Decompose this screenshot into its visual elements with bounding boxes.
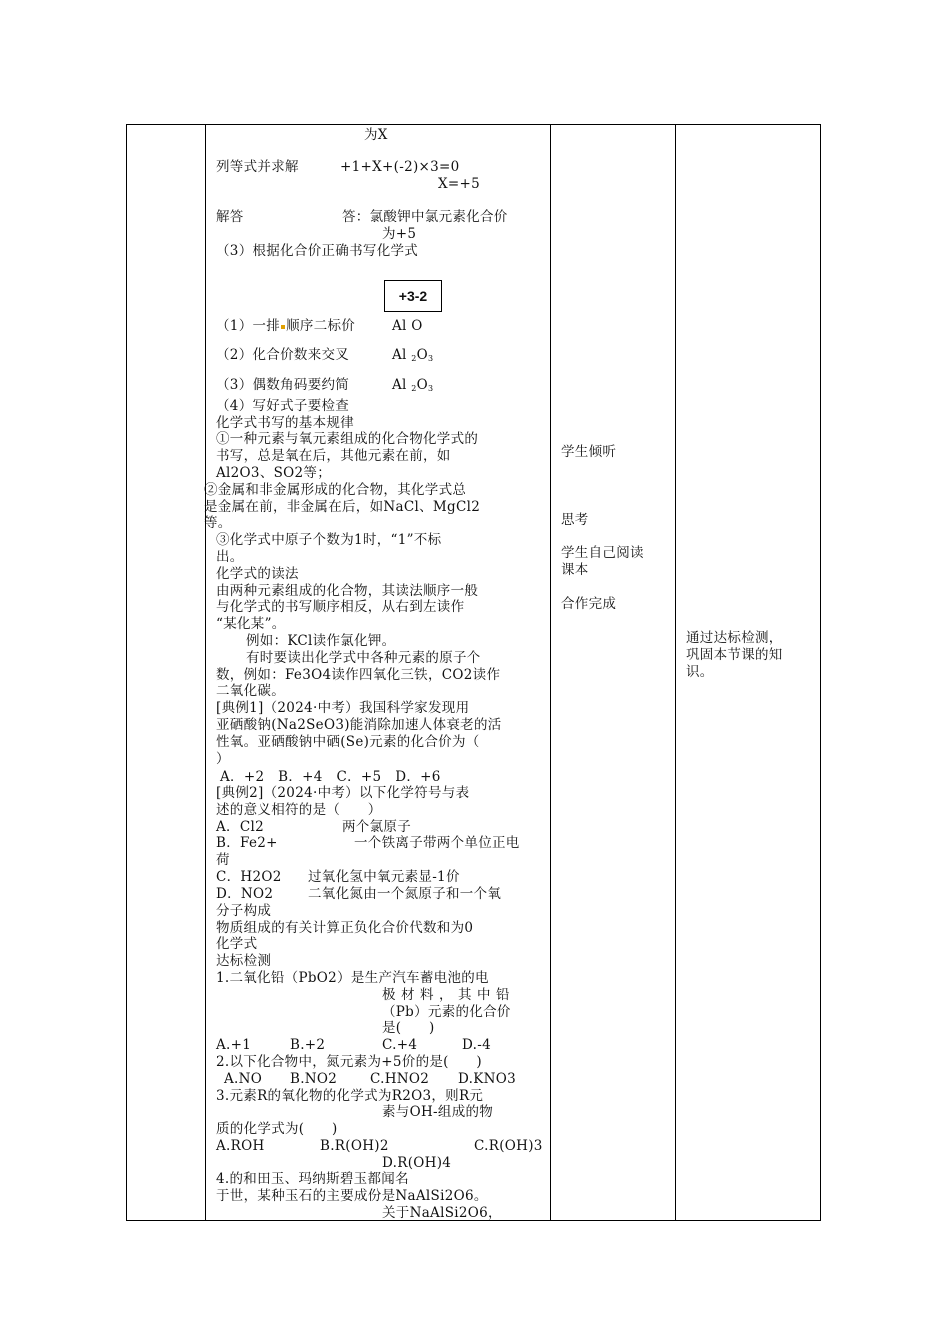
text-line: 二氧化碳。: [216, 683, 285, 699]
teaching-content-cell: [206, 125, 551, 1221]
answer-option: A.NO: [224, 1071, 263, 1087]
option-text: 两个氯原子: [342, 819, 411, 835]
example-line: ）: [216, 751, 230, 767]
question-line: 3.元素R的氧化物的化学式为R2O3，则R元: [216, 1088, 484, 1104]
example-line: 亚硒酸钠(Na2SeO3)能消除加速人体衰老的活: [216, 717, 502, 733]
answer-option: D.-4: [462, 1037, 491, 1053]
blank-column-cell: [127, 125, 206, 1221]
answer-option: C.R(OH)3: [474, 1138, 543, 1154]
example-line: 述的意义相符的是（ ）: [216, 802, 382, 818]
activity-text: 学生自己阅读: [561, 545, 644, 561]
answer-option: D.R(OH)4: [382, 1155, 452, 1171]
activity-text: 学生倾听: [561, 444, 617, 460]
text-line: 书写，总是氧在后，其他元素在前，如: [216, 448, 451, 464]
text-line: 出。: [216, 549, 244, 565]
option-text: 荷: [216, 852, 230, 868]
text-line: 列等式并求解: [216, 159, 299, 175]
equation-line: +1+X+(-2)×3=0: [340, 159, 460, 175]
text-line: ③化学式中原子个数为1时，“1”不标: [216, 532, 442, 548]
formula-text: [392, 347, 433, 367]
step-line: （4）写好式子要检查: [216, 398, 350, 414]
intent-text: 识。: [686, 664, 714, 680]
text-line: 与化学式的书写顺序相反，从右到左读作: [216, 599, 465, 615]
question-line: 质的化学式为( ): [216, 1121, 338, 1137]
option-label: A．Cl2: [216, 819, 264, 835]
text-line: 物质组成的有关计算正负化合价代数和为0: [216, 920, 474, 936]
answer-option: D.KNO3: [458, 1071, 516, 1087]
text-line: 有时要读出化学式中各种元素的原子个: [246, 650, 481, 666]
question-line: 关于NaAlSi2O6，: [382, 1205, 502, 1221]
example-line: [典例2]（2024·中考）以下化学符号与表: [216, 785, 470, 801]
text-line: 是金属在前，非金属在后，如NaCl、MgCl2: [204, 499, 481, 515]
option-label: B．Fe2+: [216, 835, 278, 851]
activity-text: 合作完成: [561, 596, 617, 612]
section-heading: 化学式的读法: [216, 566, 299, 582]
section-heading: 化学式书写的基本规律: [216, 415, 354, 431]
text-line: 化学式: [216, 936, 258, 952]
answer-option: A.+1: [216, 1037, 252, 1053]
valence-box: +3-2: [384, 280, 442, 312]
answer-options: A．+2 B．+4 C．+5 D．+6: [220, 769, 441, 785]
mark-dot-icon: [281, 325, 285, 329]
formula-element: O: [416, 377, 429, 393]
formula-subscript: 2: [411, 384, 417, 393]
question-line: 极材料，其中铅: [382, 987, 515, 1003]
question-line: 素与OH-组成的物: [382, 1104, 494, 1120]
section-heading: （3）根据化合价正确书写化学式: [216, 243, 419, 259]
step-text: （1）一排: [216, 318, 281, 334]
formula-element: Al: [392, 347, 407, 363]
table-row: [127, 125, 821, 1221]
answer-option: C.+4: [382, 1037, 418, 1053]
equation-line: X=+5: [438, 176, 481, 192]
text-line: 答：氯酸钾中氯元素化合价: [342, 209, 508, 225]
answer-option: B.+2: [290, 1037, 326, 1053]
activity-text: 思考: [561, 512, 589, 528]
activity-text: 课本: [561, 562, 589, 578]
answer-option: A.ROH: [216, 1138, 265, 1154]
text-line: 解答: [216, 209, 244, 225]
section-heading: 达标检测: [216, 953, 272, 969]
formula-text: Al O: [392, 318, 423, 334]
option-label: C．H2O2: [216, 869, 282, 885]
step-line: [216, 318, 355, 334]
question-line: （Pb）元素的化合价: [382, 1004, 511, 1020]
text-line: 由两种元素组成的化合物，其读法顺序一般: [216, 583, 479, 599]
answer-option: C.HNO2: [370, 1071, 430, 1087]
text-line: 数，例如：Fe3O4读作四氧化三铁，CO2读作: [216, 667, 501, 683]
step-text: 顺序二标价: [286, 318, 356, 334]
intent-text: 巩固本节课的知: [686, 647, 783, 663]
answer-option: B.R(OH)2: [320, 1138, 389, 1154]
formula-text: [392, 377, 433, 397]
option-text: 过氧化氢中氧元素显-1价: [308, 869, 460, 885]
question-line: 4.的和田玉、玛纳斯碧玉都闻名: [216, 1171, 409, 1187]
option-text: 分子构成: [216, 903, 272, 919]
text-line: Al2O3、SO2等；: [216, 465, 332, 481]
answer-option: B.NO2: [290, 1071, 338, 1087]
example-line: [典例1]（2024·中考）我国科学家发现用: [216, 700, 470, 716]
formula-element: O: [416, 347, 429, 363]
step-line: （3）偶数角码要约简: [216, 377, 350, 393]
text-line: “某化某”。: [216, 616, 286, 632]
lesson-plan-table: [126, 124, 821, 1221]
question-line: 是( ): [382, 1020, 435, 1036]
text-line: ②金属和非金属形成的化合物，其化学式总: [204, 482, 467, 498]
design-intent-cell: [676, 125, 821, 1221]
option-text: 一个铁离子带两个单位正电: [354, 835, 520, 851]
option-text: 二氧化氮由一个氮原子和一个氧: [308, 886, 502, 902]
text-line: 为X: [364, 127, 388, 143]
example-line: 性氧。亚硒酸钠中硒(Se)元素的化合价为（: [216, 734, 480, 750]
formula-element: Al: [392, 377, 407, 393]
formula-subscript: 2: [411, 354, 417, 363]
formula-subscript: 3: [428, 384, 434, 393]
step-line: （2）化合价数来交叉: [216, 347, 350, 363]
question-line: 2.以下化合物中，氮元素为+5价的是( ): [216, 1054, 482, 1070]
text-line: 例如：KCl读作氯化钾。: [246, 633, 396, 649]
student-activity-cell: [551, 125, 676, 1221]
text-line: ①一种元素与氧元素组成的化合物化学式的: [216, 431, 479, 447]
intent-text: 通过达标检测，: [686, 630, 783, 646]
text-line: 等。: [204, 515, 232, 531]
option-label: D．NO2: [216, 886, 274, 902]
question-line: 1.二氧化铅（PbO2）是生产汽车蓄电池的电: [216, 970, 489, 986]
text-line: 为+5: [382, 226, 417, 242]
formula-subscript: 3: [428, 354, 434, 363]
question-line: 于世，某种玉石的主要成份是NaAlSi2O6。: [216, 1188, 488, 1204]
